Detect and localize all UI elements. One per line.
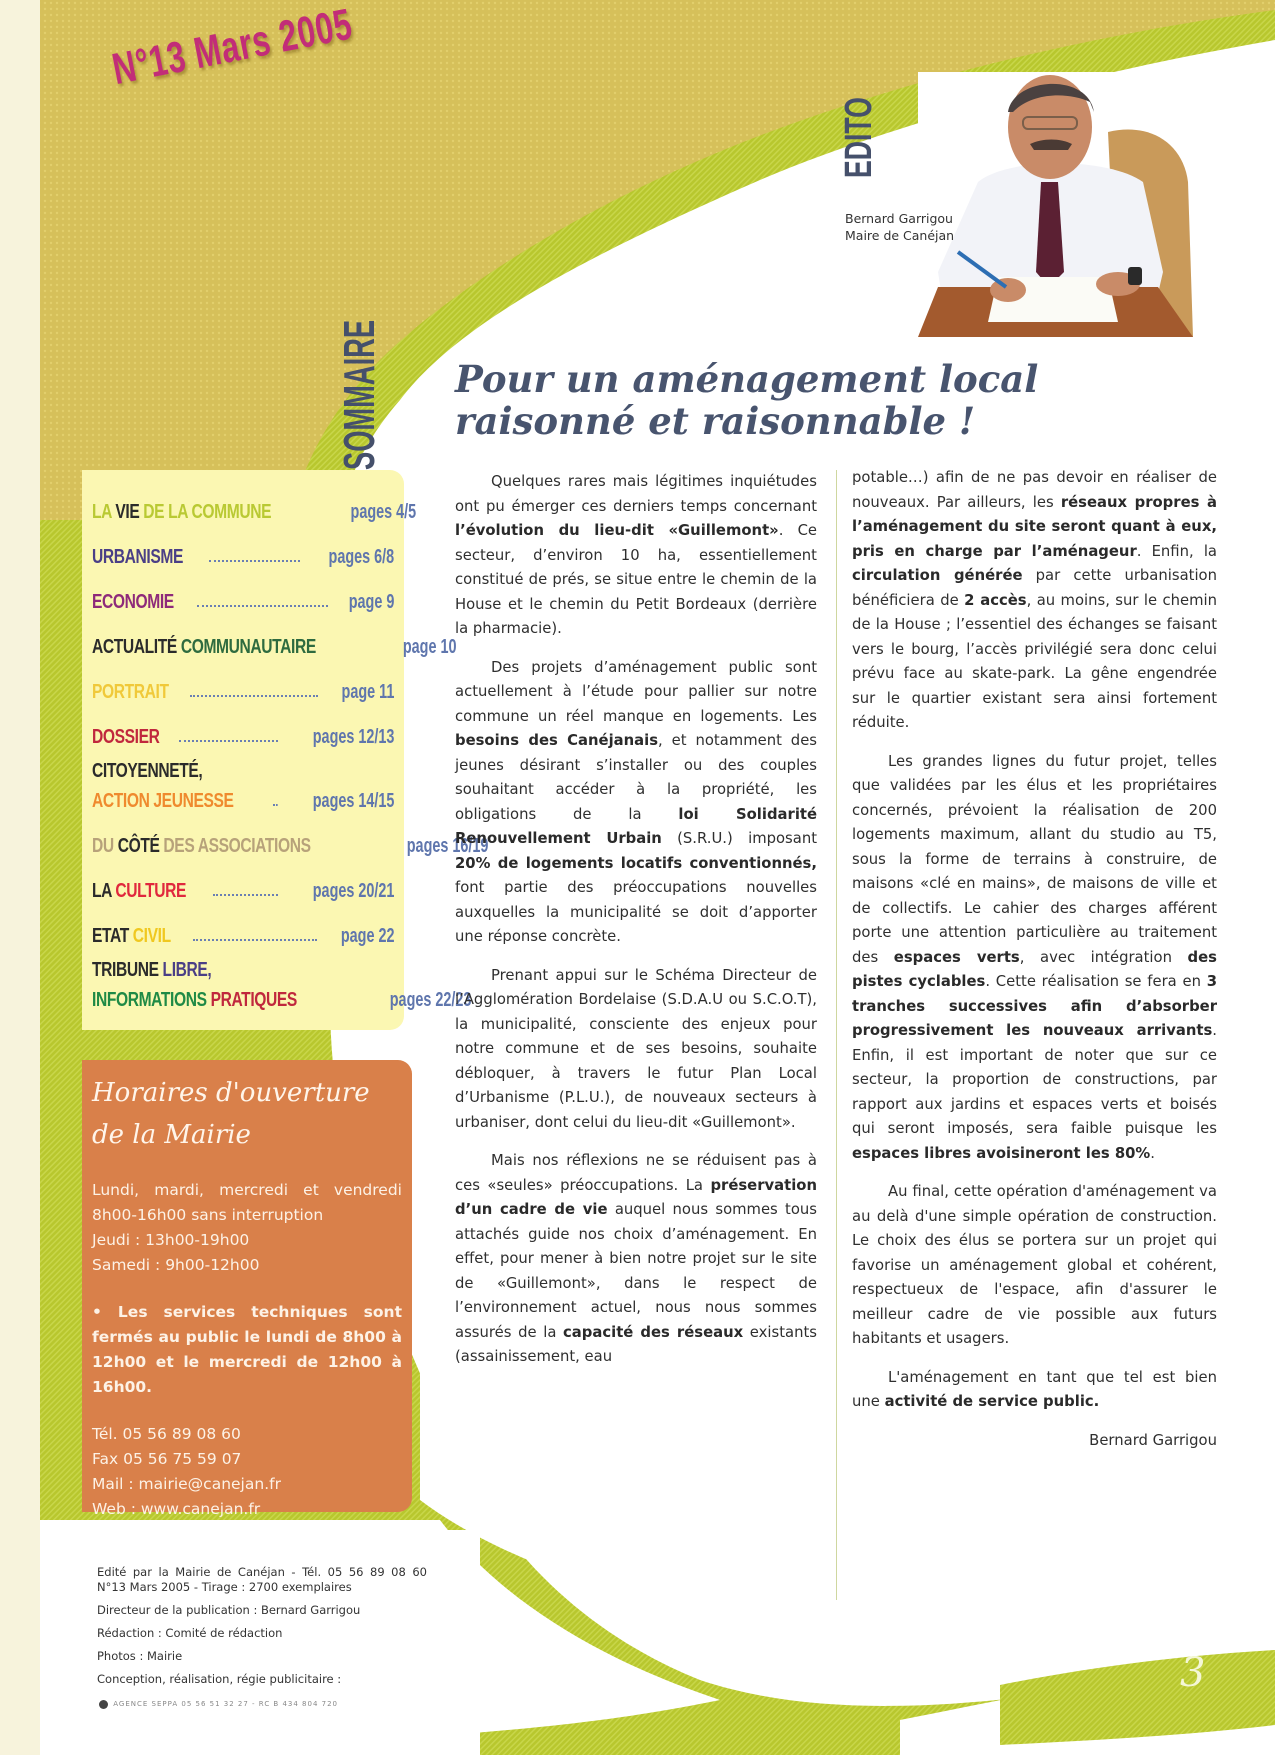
toc-page-ref[interactable]: pages 22/23 (389, 989, 472, 1011)
toc-leader-dots (273, 804, 277, 806)
toc-label-part: URBANISME (92, 546, 183, 568)
body-text: . Enfin, il est important de noter que sur ce secteur, la proportion de constructions, par rapport aux jardins et espaces verts et boisés qui seront imposés, sera faible puisque les (852, 1022, 1217, 1137)
body-text: , et notamment des jeunes désirant s’installer ou des couples souhaitant accéder à la propriété, les obligations de la (455, 732, 818, 823)
article-paragraph (852, 750, 1217, 1167)
email-link[interactable]: Mail : mairie@canejan.fr (92, 1475, 281, 1493)
article-paragraph (455, 1149, 817, 1370)
edito-label-text: EDITO (838, 97, 880, 178)
toc-label (92, 501, 271, 523)
headline-line1: Pour un aménagement local (455, 357, 1039, 401)
author-caption (845, 210, 954, 244)
publisher-line (97, 1565, 427, 1595)
emphasis-text: réseaux propres à l’aménagement du site seront quant à eux, pris en charge par l’aménageur (852, 493, 1217, 560)
toc-page-ref[interactable]: pages 16/19 (407, 835, 489, 857)
author-role: Maire de Canéjan (845, 228, 955, 243)
toc-label-part: CIVIL (132, 925, 171, 947)
toc-label (92, 591, 174, 613)
toc-label-part: PORTRAIT (92, 681, 169, 703)
toc-label-part: CÔTÉ (117, 835, 164, 857)
schedule-line: Jeudi : 13h00-19h00 (92, 1231, 250, 1249)
author-name: Bernard Garrigou (845, 211, 953, 226)
hours-title-line1: Horaires d'ouverture (92, 1078, 370, 1108)
article-signature: Bernard Garrigou (1089, 1431, 1217, 1449)
toc-page-ref[interactable]: pages 6/8 (328, 546, 394, 568)
emphasis-text: activité de service public. (884, 1393, 1100, 1410)
page-number: 3 (1180, 1650, 1206, 1696)
emphasis-text: circulation générée (852, 567, 1023, 584)
publisher-line2: N°13 Mars 2005 - Tirage : 2700 exemplaires (97, 1580, 352, 1594)
body-text: Des projets d’aménagement public sont actuellement à l’étude pour pallier sur notre commune un réel manque en logements. Les (455, 658, 817, 725)
emphasis-text: préservation d’un cadre de vie (455, 1176, 817, 1218)
body-text: . Cette réalisation se fera en (985, 973, 1207, 990)
article-paragraph (852, 466, 1217, 736)
toc-label (92, 880, 186, 902)
toc-label (92, 760, 202, 782)
toc-item-heading (92, 947, 394, 981)
toc-leader-dots (209, 560, 300, 562)
schedule-line: Samedi : 9h00-12h00 (92, 1256, 260, 1274)
toc-label-part: LIBRE, (162, 959, 212, 981)
emphasis-text: 2 accès (964, 591, 1027, 609)
agency-logo-icon (99, 1700, 108, 1709)
toc-page-ref[interactable]: pages 12/13 (312, 726, 394, 748)
toc-label-part: DOSSIER (92, 726, 160, 748)
hours-schedule (92, 1178, 402, 1278)
toc-page-ref[interactable]: page 11 (341, 681, 394, 703)
emphasis-text: 3 tranches successives afin d’absorber progressivement les nouveaux arrivants (852, 973, 1217, 1039)
toc-label-part: COMMUNAUTAIRE (180, 636, 316, 658)
sommaire-label-text: SOMMAIRE (335, 319, 384, 470)
emphasis-text: capacité des réseaux (563, 1323, 744, 1341)
toc-label (92, 726, 159, 748)
toc-label-part: INFORMATIONS (92, 989, 211, 1011)
toc-label-part: CITOYENNETÉ, (92, 760, 203, 782)
toc-item[interactable] (92, 613, 457, 658)
binding-strip (0, 0, 40, 1755)
toc-item[interactable] (92, 782, 394, 812)
body-text: Mais nos réflexions ne se réduisent pas à ces «seules» préoccupations. La (455, 1152, 817, 1194)
schedule-line: Lundi, mardi, mercredi et vendredi (92, 1181, 402, 1199)
column-divider (836, 470, 837, 1600)
body-text: Au final, cette opération d'aménagement va au delà d'une simple opération de construction. Le choix des élus se portera sur un projet qui favorise un aménagement global et cohérent, respectueux de l'espace, afin d'assurer le meilleur cadre de vie possible aux futurs habitants et usagers. (852, 1183, 1217, 1347)
colophon (97, 1565, 427, 1712)
toc-label (92, 546, 183, 568)
body-text: existants (assainissement, eau (455, 1323, 817, 1365)
toc-page-ref[interactable]: pages 14/15 (312, 790, 394, 812)
toc-label-part: CULTURE (115, 880, 187, 902)
toc-label (92, 681, 169, 703)
article-paragraph (455, 656, 817, 950)
toc-label-part: DES ASSOCIATIONS (163, 835, 311, 857)
toc-label-part: PRATIQUES (210, 989, 297, 1011)
body-text: . (1150, 1144, 1155, 1162)
article-paragraph (455, 964, 817, 1136)
toc-item[interactable] (92, 658, 394, 703)
toc-label-part: ETAT (92, 925, 133, 947)
schedule-line: 8h00-16h00 sans interruption (92, 1206, 324, 1224)
toc-label-part: DU (92, 835, 118, 857)
headline-line2: raisonné et raisonnable ! (455, 399, 976, 443)
agency-credit (97, 1697, 427, 1712)
website-link[interactable]: Web : www.canejan.fr (92, 1500, 261, 1518)
mayor-photo (918, 72, 1198, 337)
body-text: (S.R.U.) imposant (661, 830, 818, 847)
body-text: auquel nous sommes tous attachés guide nos choix d’aménagement. En effet, pour mener à bien notre projet sur le site de «Guillemont», dans le respect de l’environnement actuel, nous nous sommes assurés de la (455, 1201, 817, 1341)
hours-title-line2: de la Mairie (92, 1120, 251, 1150)
toc-leader-dots (190, 695, 317, 697)
toc-label (92, 790, 234, 812)
emphasis-text: l’évolution du lieu-dit «Guillemont» (455, 522, 779, 539)
toc-item[interactable] (92, 981, 472, 1011)
toc-label (92, 989, 297, 1011)
toc-page-ref[interactable]: page 9 (348, 591, 394, 613)
emphasis-text: espaces libres avoisineront les 80% (852, 1144, 1151, 1162)
publisher-line1: Edité par la Mairie de Canéjan - Tél. 05 56 89 08 60 (97, 1565, 427, 1579)
toc-item[interactable] (92, 478, 416, 523)
body-text: , avec intégration (1019, 948, 1188, 966)
toc-label-part: VIE (115, 501, 144, 523)
emphasis-text: des pistes cyclables (852, 948, 1217, 990)
article-column-1 (455, 470, 817, 1384)
body-text: par cette urbanisation bénéficiera de (852, 567, 1217, 609)
agency-text: AGENCE SEPPA 05 56 51 32 27 - RC B 434 804 720 (113, 1700, 338, 1708)
edito-label (820, 97, 960, 178)
fax: Fax 05 56 75 59 07 (92, 1450, 242, 1468)
toc-page-ref[interactable]: pages 20/21 (312, 880, 394, 902)
article-column-2 (852, 466, 1217, 1467)
emphasis-text: besoins des Canéjanais (455, 732, 659, 749)
toc-label (92, 925, 171, 947)
toc-item[interactable] (92, 902, 394, 947)
toc-item[interactable] (92, 523, 394, 568)
body-text: . Enfin, la (1136, 542, 1217, 560)
toc-label-part: LA (92, 880, 116, 902)
photos-line: Photos : Mairie (97, 1649, 183, 1663)
toc-item[interactable] (92, 703, 394, 748)
body-text: Quelques rares mais légitimes inquiétudes ont pu émerger ces derniers temps concernant (455, 473, 817, 515)
toc-label-part: LA (92, 501, 116, 523)
contact-info (92, 1422, 402, 1522)
article-paragraph (852, 1180, 1217, 1352)
conception-line: Conception, réalisation, régie publicitaire : (97, 1672, 342, 1686)
toc-label-part: DE LA COMMUNE (143, 501, 272, 523)
table-of-contents (82, 470, 489, 1030)
article-headline (455, 358, 1175, 442)
redaction-line: Rédaction : Comité de rédaction (97, 1626, 283, 1640)
emphasis-text: espaces verts (893, 948, 1020, 966)
hours-title (92, 1072, 402, 1156)
technical-services-notice: • Les services techniques sont fermés au public le lundi de 8h00 à 12h00 et le mercredi de 12h00 à 16h00. (92, 1303, 402, 1396)
body-text: L'aménagement en tant que tel est bien une (852, 1368, 1217, 1410)
director-line: Directeur de la publication : Bernard Garrigou (97, 1603, 361, 1617)
article-paragraph (455, 470, 817, 642)
toc-page-ref[interactable]: pages 4/5 (350, 501, 416, 523)
toc-leader-dots (213, 894, 278, 896)
phone: Tél. 05 56 89 08 60 (92, 1425, 241, 1443)
opening-hours-box (82, 1060, 412, 1518)
toc-label-part: ACTION JEUNESSE (92, 790, 234, 812)
body-text: font partie des préoccupations nouvelles auxquelles la municipalité se doit d’apporter une réponse concrète. (455, 879, 817, 945)
article-paragraph (852, 1366, 1217, 1415)
toc-label-part: ACTUALITÉ (92, 636, 181, 658)
toc-label (92, 835, 311, 857)
body-text: Prenant appui sur le Schéma Directeur de l’Agglomération Bordelaise (S.D.A.U ou S.C.O.T), la municipalité, consciente des enjeux pour notre commune et de ses besoins, souhaite débloquer, à travers le futur Plan Local d’Urbanisme (P.L.U.), de nouveaux secteurs à urbaniser, dont celui du lieu-dit «Guillemont». (455, 966, 817, 1131)
toc-page-ref[interactable]: page 10 (402, 636, 457, 658)
emphasis-text: loi Solidarité Renouvellement Urbain (455, 805, 818, 847)
toc-label-part: ECONOMIE (92, 591, 174, 613)
toc-item[interactable] (92, 857, 394, 902)
toc-label-part: TRIBUNE (92, 959, 163, 981)
body-text: . Ce secteur, d’environ 10 ha, essentiellement constitué de prés, se situe entre le chemin de la House et le chemin du Petit Bordeaux (derrière la pharmacie). (455, 522, 817, 637)
toc-leader-dots (197, 605, 328, 607)
issue-title: N°13 Mars 2005 (108, 0, 357, 95)
toc-item-heading (92, 748, 394, 782)
toc-item[interactable] (92, 812, 489, 857)
body-text: , au moins, sur le chemin de la House ; l’essentiel des échanges se faisant vers le bourg, l’accès privilégié sera donc celui prévu face au skate-park. La gêne engendrée sur le quartier existant sera ainsi fortement réduite. (852, 591, 1217, 731)
toc-leader-dots (179, 740, 278, 742)
emphasis-text: 20% de logements locatifs conventionnés, (455, 854, 817, 872)
toc-label (92, 636, 316, 658)
toc-item[interactable] (92, 568, 394, 613)
toc-page-ref[interactable]: page 22 (340, 925, 394, 947)
body-text: Les grandes lignes du futur projet, telles que validées par les élus et les propriétaires concernés, prévoient la réalisation de 200 logements maximum, allant du studio au T5, sous la forme de terrains à construire, de maisons «clé en mains», de maisons de ville et de collectifs. Le cahier des charges afférent porte une attention particulière au traitement des (852, 752, 1217, 966)
toc-label (92, 959, 211, 981)
body-text: potable…) afin de ne pas devoir en réaliser de nouveaux. Par ailleurs, les (852, 469, 1217, 511)
toc-leader-dots (193, 939, 317, 941)
